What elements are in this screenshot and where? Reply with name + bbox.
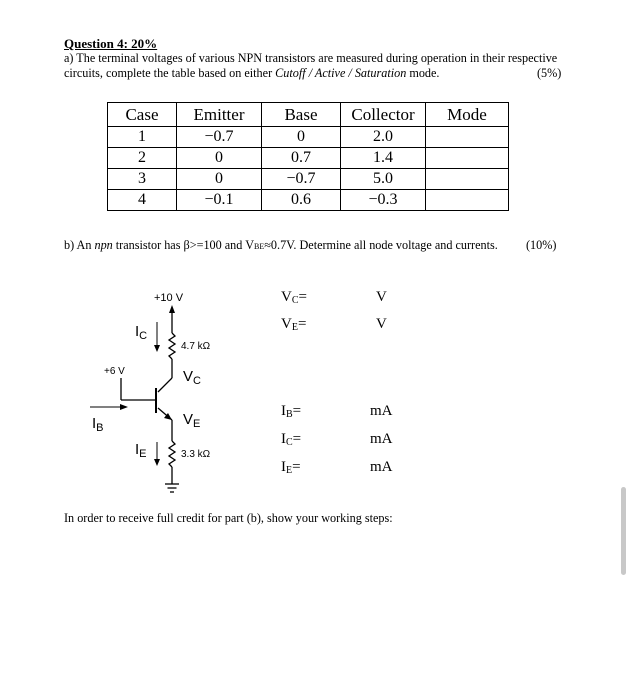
answer-ic-eq: = (292, 431, 302, 447)
cell-base: 0.6 (262, 190, 341, 211)
vcc-label: +10 V (154, 292, 184, 304)
header-collector: Collector (341, 103, 426, 127)
answer-vc (281, 289, 307, 306)
ib-arrow-icon (120, 404, 128, 410)
ic-arrow-icon (154, 345, 160, 352)
answer-vc-eq: = (298, 289, 307, 305)
re-resistor-icon (169, 441, 175, 467)
vcc-arrow-icon (169, 305, 175, 313)
answer-ib (281, 403, 301, 420)
answer-vc-sub: C (291, 295, 299, 306)
answer-ve-unit: V (376, 316, 387, 332)
answer-ie-unit: mA (370, 459, 393, 475)
cell-emitter: 0 (177, 169, 262, 190)
ic-label (135, 323, 147, 342)
cell-emitter: 0 (177, 148, 262, 169)
ie-arrow-icon (154, 459, 160, 466)
ve-sub: E (193, 418, 201, 430)
question-title: Question 4: 20% (64, 36, 158, 51)
part-b-vbe-sub: BE (254, 242, 265, 251)
answer-vc-unit: V (376, 289, 387, 305)
part-b-npn: npn (94, 238, 113, 252)
part-b-prefix: b) An (64, 238, 95, 252)
cell-collector: −0.3 (341, 190, 426, 211)
mode-options: Cutoff / Active / Saturation (275, 66, 407, 80)
part-b-text-main: transistor has β>=100 and V (112, 238, 254, 252)
answer-ic-letter: I (281, 431, 286, 447)
header-mode: Mode (426, 103, 509, 127)
cell-collector: 2.0 (341, 127, 426, 148)
part-a-line2-prefix: circuits, complete the table based on either (64, 66, 276, 80)
rc-resistor-icon (169, 333, 175, 359)
transistor-collector-leg (158, 378, 172, 392)
answer-ve-sub: E (291, 322, 298, 333)
ground-icon (165, 484, 179, 492)
answer-ve-eq: = (297, 316, 307, 332)
cell-emitter: −0.7 (177, 127, 262, 148)
ie-letter: I (135, 441, 140, 458)
header-case: Case (108, 103, 177, 127)
vb-label: +6 V (104, 366, 125, 377)
answer-ib-unit: mA (370, 403, 393, 419)
part-a-line2-suffix: mode. (406, 66, 440, 80)
answer-ve (281, 316, 306, 333)
cell-emitter: −0.1 (177, 190, 262, 211)
vc-sub: C (193, 375, 201, 387)
cell-collector: 1.4 (341, 148, 426, 169)
cell-case: 3 (108, 169, 177, 190)
re-label: 3.3 kΩ (181, 449, 211, 460)
answer-ib-sub: B (286, 409, 293, 420)
answer-ic-unit: mA (370, 431, 393, 447)
answer-ic (281, 431, 301, 448)
cell-case: 1 (108, 127, 177, 148)
answer-ie-eq: = (292, 459, 301, 475)
cell-case: 4 (108, 190, 177, 211)
answer-ie-letter: I (281, 459, 286, 475)
answer-ic-sub: C (286, 437, 293, 448)
vc-node-label (183, 368, 201, 387)
cell-case: 2 (108, 148, 177, 169)
answer-ib-letter: I (281, 403, 286, 419)
part-b-marks: (10%) (526, 238, 557, 252)
header-base: Base (262, 103, 341, 127)
answer-ie-sub: E (286, 465, 293, 476)
ie-label (135, 441, 147, 460)
answer-ie (281, 459, 301, 476)
ic-sub: C (139, 330, 148, 342)
ve-letter: V (183, 411, 194, 428)
answer-ve-letter: V (281, 316, 292, 332)
ib-sub: B (96, 422, 104, 434)
answer-ib-eq: = (292, 403, 302, 419)
scrollbar-thumb[interactable] (621, 487, 626, 575)
cell-base: 0.7 (262, 148, 341, 169)
cell-collector: 5.0 (341, 169, 426, 190)
cell-base: 0 (262, 127, 341, 148)
part-a-line1: a) The terminal voltages of various NPN transistors are measured during operation in their respective (64, 51, 558, 65)
cell-base: −0.7 (262, 169, 341, 190)
answer-vc-letter: V (281, 289, 292, 305)
ie-sub: E (139, 448, 147, 460)
footer-instruction: In order to receive full credit for part (b), show your working steps: (64, 511, 393, 525)
ic-letter: I (135, 323, 140, 340)
rc-label: 4.7 kΩ (181, 341, 211, 352)
ib-letter: I (92, 415, 97, 432)
part-b-suffix: ≈0.7V. Determine all node voltage and currents. (264, 238, 498, 252)
part-a-marks: (5%) (537, 66, 562, 80)
header-emitter: Emitter (177, 103, 262, 127)
ib-label (92, 415, 104, 434)
ve-node-label (183, 411, 200, 430)
vc-letter: V (183, 368, 194, 385)
